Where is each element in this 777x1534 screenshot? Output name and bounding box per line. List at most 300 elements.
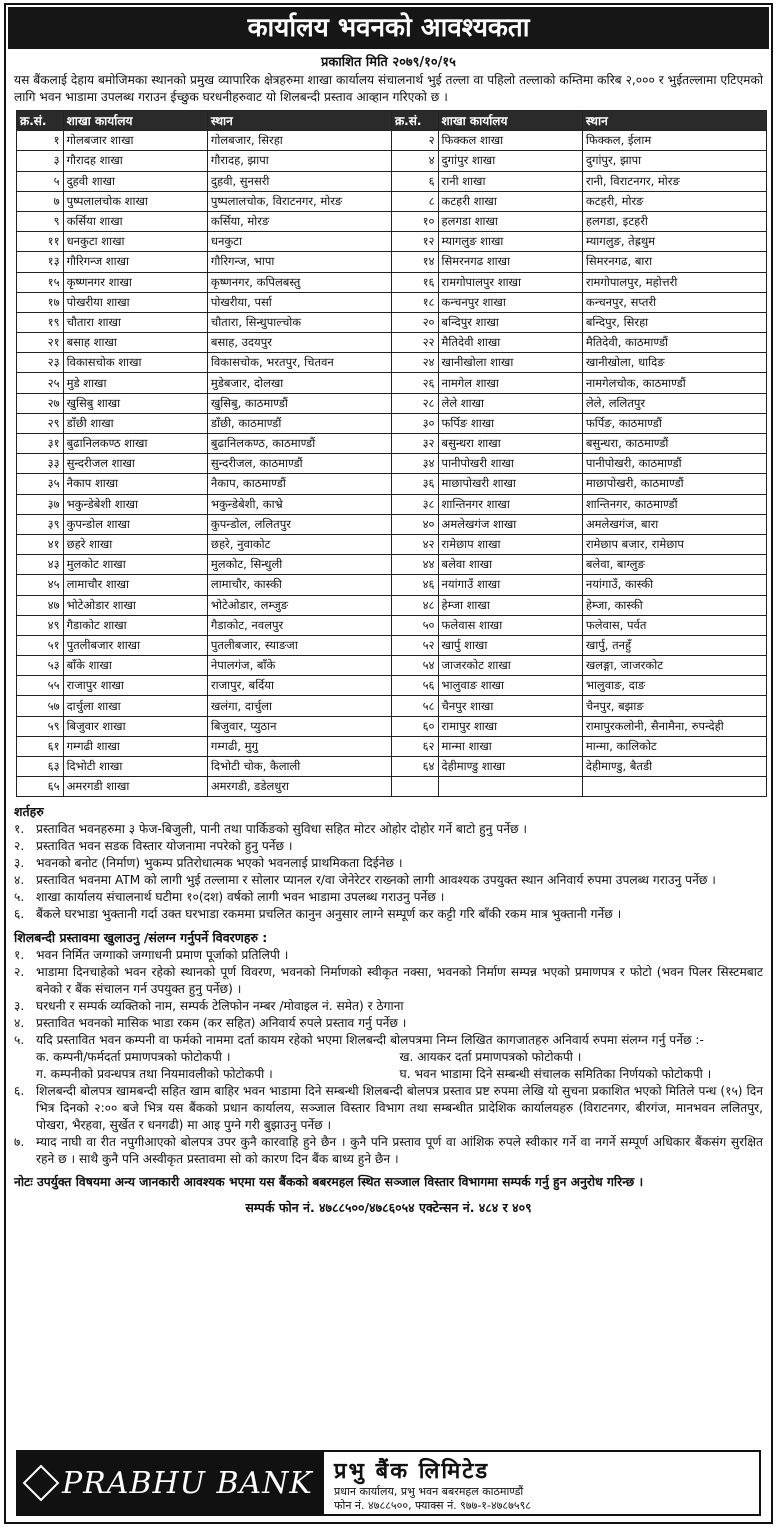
cell-sn: २० (391, 312, 438, 332)
cell-office: गोलबजार शाखा (63, 131, 207, 151)
table-row (17, 716, 767, 736)
cell-location: रामगोपालपुर, महोत्तरी (582, 272, 766, 292)
cell-location: नामगेलचोक, काठमाण्डौं (582, 373, 766, 393)
list-item (14, 821, 763, 838)
table-row (17, 211, 767, 231)
cell-office: फिक्कल शाखा (438, 131, 582, 151)
bank-info (324, 1452, 541, 1514)
table-row (17, 393, 767, 413)
list-item (14, 947, 763, 964)
contact-line: सम्पर्क फोन नं. ४७८८५००/४७८६०५४ एक्टेन्सन नं. ४८४ र ४०९ (245, 1200, 532, 1216)
cell-location: कृष्णनगर, कपिलबस्तु (207, 272, 391, 292)
conditions-list (6, 821, 771, 923)
table-row (17, 514, 767, 534)
cell-office: डाँछी शाखा (63, 413, 207, 433)
cell-sn: ६५ (17, 777, 64, 797)
cell-location: बिजुवार, प्युठान (207, 716, 391, 736)
cell-sn: २ (391, 131, 438, 151)
cell-sn: ३९ (17, 514, 64, 534)
cell-location: पानीपोखरी, काठमाण्डौं (582, 454, 766, 474)
cell-location: मैतिदेवी, काठमाण्डौं (582, 333, 766, 353)
cell-office: पानीपोखरी शाखा (438, 454, 582, 474)
cell-location: छहरे, नुवाकोट (207, 534, 391, 554)
table-row (17, 232, 767, 252)
item-number: ५. (14, 890, 25, 905)
documents-list (6, 947, 771, 1168)
cell-sn: ६३ (17, 757, 64, 777)
item-text: प्रस्तावित भवनमा ATM को लागी भुई तल्लामा र सोलार प्यानल र/वा जेनेरेटर राख्नको लागी आवश्यक उपयुक्त स्थान अनिवार्य रुपमा उपलब्ध गराउनु पर्नेछ । (36, 873, 716, 888)
cell-office: गौरिगन्ज शाखा (63, 252, 207, 272)
cell-location: डाँछी, काठमाण्डौं (207, 413, 391, 433)
cell-sn: २९ (17, 413, 64, 433)
cell-location: बसाह, उदयपुर (207, 333, 391, 353)
header-location: स्थान (207, 111, 391, 131)
cell-sn: १५ (17, 272, 64, 292)
cell-sn: ४३ (17, 555, 64, 575)
cell-location: गोलबजार, सिरहा (207, 131, 391, 151)
sub-item: क. कम्पनी/फर्मदर्ता प्रमाणपत्रको फोटोकपी । (36, 1050, 231, 1065)
cell-office: कृष्णनगर शाखा (63, 272, 207, 292)
cell-location: फर्पिङ, काठमाण्डौं (582, 413, 766, 433)
cell-location: खलङ्गा, जाजरकोट (582, 656, 766, 676)
cell-office: विकासचोक शाखा (63, 353, 207, 373)
cell-office: अमरगडी शाखा (63, 777, 207, 797)
cell-location: मुडेबजार, दोलखा (207, 373, 391, 393)
item-text: यदि प्रस्तावित भवन कम्पनी वा फर्मको नाममा दर्ता कायम रहेको भएमा शिलबन्दी बोलपत्रमा निम्न लिखित कागजातहरु अनिवार्य रुपमा संलग्न गर्नु पर्नेछ :- (36, 1033, 704, 1048)
cell-office: फर्पिङ शाखा (438, 413, 582, 433)
cell-sn: १७ (17, 292, 64, 312)
cell-office: कुपन्डोल शाखा (63, 514, 207, 534)
table-row (17, 272, 767, 292)
item-number: ५. (14, 1033, 25, 1048)
cell-office: बसुन्धरा शाखा (438, 434, 582, 454)
cell-office: छहरे शाखा (63, 534, 207, 554)
cell-location: खलंगा, दार्चुला (207, 696, 391, 716)
cell-office: चौतारा शाखा (63, 312, 207, 332)
cell-sn: ४० (391, 514, 438, 534)
cell-sn: ५७ (17, 696, 64, 716)
header-sn: क्र.सं. (391, 111, 438, 131)
list-item (14, 889, 763, 906)
cell-sn: ३१ (17, 434, 64, 454)
cell-location: कन्चनपुर, सप्तरी (582, 292, 766, 312)
cell-location: गौरादह, झापा (207, 151, 391, 171)
item-number: १. (14, 822, 25, 837)
cell-location: देहीमाण्डु, बैतडी (582, 757, 766, 777)
table-row (17, 615, 767, 635)
cell-office: बसाह शाखा (63, 333, 207, 353)
item-text: प्रस्तावित भवनको मासिक भाडा रकम (कर सहित) अनिवार्य रुपले प्रस्ताव गर्नु पर्नेछ । (36, 1016, 407, 1031)
table-row (17, 757, 767, 777)
cell-location: भोटेओडार, लम्जुङ (207, 595, 391, 615)
cell-location: बन्दिपुर, सिरहा (582, 312, 766, 332)
table-row (17, 252, 767, 272)
cell-location: सिमरनगढ, बारा (582, 252, 766, 272)
sub-item: घ. भवन भाडामा दिने सम्बन्धी संचालक समितिका निर्णयको फोटोकपी । (399, 1067, 712, 1082)
cell-sn: ३३ (17, 454, 64, 474)
cell-office: मैतिदेवी शाखा (438, 333, 582, 353)
header-sn: क्र.सं. (17, 111, 64, 131)
cell-office: बुढानिलकण्ठ शाखा (63, 434, 207, 454)
item-number: ७. (14, 1135, 25, 1150)
cell-sn: १ (17, 131, 64, 151)
cell-location: कर्सिया, मोरङ (207, 211, 391, 231)
cell-sn: २७ (17, 393, 64, 413)
cell-office: बिजुवार शाखा (63, 716, 207, 736)
cell-office: गम्गढी शाखा (63, 736, 207, 756)
cell-office: भोटेओडार शाखा (63, 595, 207, 615)
table-row (17, 555, 767, 575)
cell-office: नैकाप शाखा (63, 474, 207, 494)
header-location: स्थान (582, 111, 766, 131)
cell-location: कटहरी, मोरङ (582, 191, 766, 211)
cell-location: बुढानिलकण्ठ, काठमाण्डौं (207, 434, 391, 454)
item-text: भवनको बनोट (निर्माण) भुकम्प प्रतिरोधात्मक भएको भवनलाई प्राथमिकता दिईनेछ । (36, 856, 403, 871)
item-text: बैंकले घरभाडा भुक्तानी गर्दा उक्त घरभाडा रकममा प्रचलित कानुन अनुसार लाग्ने सम्पूर्ण कर कट्टी गरि बाँकी रकम मात्र भुक्तानी गर्नेछ । (36, 907, 622, 922)
cell-location: बलेवा, बाग्लुङ (582, 555, 766, 575)
cell-office: हेम्जा शाखा (438, 595, 582, 615)
conditions-title: शर्तहरु (14, 804, 44, 820)
cell-sn: ६ (391, 171, 438, 191)
item-text: प्रस्तावित भवनहरुमा ३ फेज-बिजुली, पानी तथा पार्किङको सुविधा सहित मोटर ओहोर दोहोर गर्ने बाटो हुनु पर्नेछ । (36, 822, 528, 837)
item-number: २. (14, 839, 25, 854)
cell-location: दुगांपुर, झापा (582, 151, 766, 171)
cell-location: धनकुटा (207, 232, 391, 252)
cell-sn: ३५ (17, 474, 64, 494)
cell-office: रामापुर शाखा (438, 716, 582, 736)
cell-sn: १४ (391, 252, 438, 272)
table-row (17, 736, 767, 756)
documents-title: शिलबन्दी प्रस्तावमा खुलाउनु /संलग्न गर्नुपर्ने विवरणहरु : (14, 930, 268, 946)
sub-item: ख. आयकर दर्ता प्रमाणपत्रको फोटोकपी । (399, 1050, 582, 1065)
cell-sn: २६ (391, 373, 438, 393)
cell-office: फलेवास शाखा (438, 615, 582, 635)
cell-office: गौरादह शाखा (63, 151, 207, 171)
cell-sn: १० (391, 211, 438, 231)
table-row (17, 353, 767, 373)
cell-location: माछापोखरी, काठमाण्डौं (582, 474, 766, 494)
cell-sn: ८ (391, 191, 438, 211)
cell-office (438, 777, 582, 797)
cell-office: धनकुटा शाखा (63, 232, 207, 252)
cell-office: लामाचौर शाखा (63, 575, 207, 595)
cell-sn: ३४ (391, 454, 438, 474)
list-item (14, 1032, 763, 1049)
cell-location: दुहवी, सुनसरी (207, 171, 391, 191)
cell-sn: ६२ (391, 736, 438, 756)
cell-office: सिमरनगढ शाखा (438, 252, 582, 272)
cell-location: रानी, विराटनगर, मोरङ (582, 171, 766, 191)
cell-sn: २८ (391, 393, 438, 413)
cell-office: पोखरीया शाखा (63, 292, 207, 312)
cell-location: मुलकोट, सिन्धुली (207, 555, 391, 575)
cell-office: दार्चुला शाखा (63, 696, 207, 716)
cell-location: लेले, ललितपुर (582, 393, 766, 413)
cell-sn: ५४ (391, 656, 438, 676)
cell-sn: ५५ (17, 676, 64, 696)
list-item (14, 906, 763, 923)
cell-office: भालुवाङ शाखा (438, 676, 582, 696)
cell-sn: २४ (391, 353, 438, 373)
cell-location: खानीखोला, धादिङ (582, 353, 766, 373)
cell-location: पुतलीबजार, स्याङजा (207, 635, 391, 655)
list-item (14, 872, 763, 889)
item-text: म्याद नाघी वा रीत नपुगीआएको बोलपत्र उपर कुनै कारवाहि हुने छैन । कुनै पनि प्रस्ताव पूर्ण वा आंशिक रुपले स्वीकार गर्ने वा नगर्ने सम्पूर्ण अधिकार बैंकसंग सुरक्षित रहने छ । साथै कुनै पनि अस्वीकृत प्रस्तावमा सो को कारण दिन बैंक बाध्य हुने छैन । (36, 1135, 763, 1167)
cell-sn: १६ (391, 272, 438, 292)
cell-sn: ६४ (391, 757, 438, 777)
table-row (17, 131, 767, 151)
cell-sn: ४२ (391, 534, 438, 554)
cell-location: नयांगाउँ, कास्की (582, 575, 766, 595)
item-text: प्रस्तावित भवन सडक विस्तार योजनामा नपरेको हुनु पर्नेछ । (36, 839, 293, 854)
cell-office: पुष्पलालचोक शाखा (63, 191, 207, 211)
list-item (14, 855, 763, 872)
cell-office: मुडे शाखा (63, 373, 207, 393)
bank-logo (18, 1452, 324, 1514)
cell-office: रानी शाखा (438, 171, 582, 191)
sub-item: ग. कम्पनीको प्रवन्धपत्र तथा नियमावलीको फोटोकपी । (36, 1067, 273, 1082)
cell-sn: २२ (391, 333, 438, 353)
cell-office: दुगांपुर शाखा (438, 151, 582, 171)
cell-sn: ३७ (17, 494, 64, 514)
item-number: ४. (14, 873, 25, 888)
cell-sn: ३८ (391, 494, 438, 514)
item-number: ४. (14, 1016, 25, 1031)
cell-sn: ११ (17, 232, 64, 252)
item-number: ६. (14, 1084, 25, 1099)
cell-sn: ६० (391, 716, 438, 736)
cell-sn: ५० (391, 615, 438, 635)
cell-office: रामगोपालपुर शाखा (438, 272, 582, 292)
cell-location: चौतारा, सिन्धुपाल्चोक (207, 312, 391, 332)
cell-sn: ३० (391, 413, 438, 433)
cell-office: रामेछाप शाखा (438, 534, 582, 554)
publication-date: प्रकाशित मिति २०७९/१०/१५ (321, 55, 456, 70)
cell-location (582, 777, 766, 797)
cell-sn: १२ (391, 232, 438, 252)
intro-paragraph: यस बैंकलाई देहाय बमोजिमका स्थानको प्रमुख व्यापारिक क्षेत्रहरुमा शाखा कार्यालय संचालनार्थ भुई तल्ला वा पहिलो तल्लाको कम्तिमा करिब २,००० र भुईतल्लामा एटिएमको लागि भवन भाडामा उपलब्ध गराउन ईच्छुक घरधनीहरुवाट यो शिलबन्दी प्रस्ताव आव्हान गरिएको छ । (14, 73, 763, 104)
cell-office: म्यागलुङ शाखा (438, 232, 582, 252)
headline-banner: कार्यालय भवनको आवश्यकता (8, 7, 769, 49)
cell-office: माछापोखरी शाखा (438, 474, 582, 494)
cell-location: रामेछाप बजार, रामेछाप (582, 534, 766, 554)
list-item (14, 1015, 763, 1032)
cell-office: खार्पु शाखा (438, 635, 582, 655)
table-row (17, 656, 767, 676)
cell-office: मान्मा शाखा (438, 736, 582, 756)
sub-item-row (14, 1066, 763, 1083)
item-text: भाडामा दिनचाहेको भवन रहेको स्थानको पूर्ण विवरण, भवनको निर्माणको स्वीकृत नक्सा, भवनको निर्माण सम्पन्न भएको प्रमाणपत्र र फोटो (भवन पिलर सिस्टमबाट बनेको र बैंक संचालन गर्न उपयुक्त हुनु पर्नेछ) । (36, 965, 763, 997)
note: नोटः उपर्युक्त विषयमा अन्य जानकारी आवश्यक भएमा यस बैंकको बबरमहल स्थित सञ्जाल विस्तार विभागमा सम्पर्क गर्नु हुन अनुरोध गरिन्छ । (14, 1175, 644, 1190)
cell-office: लेले शाखा (438, 393, 582, 413)
cell-office: राजापुर शाखा (63, 676, 207, 696)
cell-location: खार्पु, तनहुँ (582, 635, 766, 655)
table-row (17, 413, 767, 433)
cell-sn: २३ (17, 353, 64, 373)
cell-office: सुन्दरीजल शाखा (63, 454, 207, 474)
cell-location: हेम्जा, कास्की (582, 595, 766, 615)
bank-address: प्रधान कार्यालय, प्रभु भवन बबरमहल काठमाण्डौं (334, 1485, 524, 1498)
cell-location: हलगडा, इटहरी (582, 211, 766, 231)
cell-sn: ६१ (17, 736, 64, 756)
bank-name: प्रभु बैंक लिमिटेड (334, 1459, 490, 1484)
cell-sn: ५९ (17, 716, 64, 736)
cell-location: राजापुर, बर्दिया (207, 676, 391, 696)
cell-sn: ५२ (391, 635, 438, 655)
cell-office: शान्तिनगर शाखा (438, 494, 582, 514)
table-row (17, 777, 767, 797)
cell-sn: २५ (17, 373, 64, 393)
item-text: शिलबन्दी बोलपत्र खामबन्दी सहित खाम बाहिर भवन भाडामा दिने सम्बन्धी शिलबन्दी बोलपत्र प्रस्ताव प्रष्ट रुपमा लेखि यो सुचना प्रकाशित भएको मितिले पन्ध (१५) दिन भित्र दिनको २:०० बजे भित्र यस बैंकको प्रधान कार्यालय, सञ्जाल विस्तार विभाग तथा सम्बन्धीत प्रादेशिक कार्यालयहरु (विराटनगर, बीरगंज, मानभवन ललितपुर, पोखरा, भैरहवा, सुर्खेत र धनगढी) मा आइ पुग्ने गरी बुझाउनु पर्नेछ । (36, 1084, 763, 1133)
bank-phone: फोन नं. ४७८८५००, फ्याक्स नं. ९७७-१-४७८७५९८ (334, 1499, 532, 1512)
table-row (17, 696, 767, 716)
table-row (17, 373, 767, 393)
cell-location: नैकाप, काठमाण्डौं (207, 474, 391, 494)
table-header-row (17, 111, 767, 131)
cell-sn: ३२ (391, 434, 438, 454)
cell-office: चैनपुर शाखा (438, 696, 582, 716)
cell-sn: ४५ (17, 575, 64, 595)
cell-location: सुन्दरीजल, काठमाण्डौं (207, 454, 391, 474)
item-text: घरधनी र सम्पर्क व्यक्तिको नाम, सम्पर्क टेलिफोन नम्बर /मोवाइल नं. समेत) र ठेगाना (36, 999, 404, 1014)
cell-sn: २१ (17, 333, 64, 353)
cell-office: अमलेखगंज शाखा (438, 514, 582, 534)
cell-location: विकासचोक, भरतपुर, चितवन (207, 353, 391, 373)
cell-sn: ९ (17, 211, 64, 231)
cell-office: मुलकोट शाखा (63, 555, 207, 575)
cell-office: खुसिबु शाखा (63, 393, 207, 413)
cell-location: म्यागलुङ, तेह्रथुम (582, 232, 766, 252)
table-row (17, 595, 767, 615)
cell-location: गौरिगन्ज, भापा (207, 252, 391, 272)
table-row (17, 494, 767, 514)
cell-sn: ७ (17, 191, 64, 211)
cell-sn: ५ (17, 171, 64, 191)
list-item (14, 1083, 763, 1134)
cell-sn: ४७ (17, 595, 64, 615)
cell-sn: ४ (391, 151, 438, 171)
table-row (17, 454, 767, 474)
cell-office: बलेवा शाखा (438, 555, 582, 575)
table-row (17, 534, 767, 554)
cell-sn: १३ (17, 252, 64, 272)
cell-location: दिभोटी चोक, कैलाली (207, 757, 391, 777)
cell-sn: १८ (391, 292, 438, 312)
logo-emblem-icon (23, 1465, 60, 1502)
cell-office: दिभोटी शाखा (63, 757, 207, 777)
cell-location: पोखरीया, पर्सा (207, 292, 391, 312)
cell-office: भकुन्डेबेशी शाखा (63, 494, 207, 514)
table-row (17, 434, 767, 454)
cell-sn: ४४ (391, 555, 438, 575)
cell-office: दुहवी शाखा (63, 171, 207, 191)
cell-sn: ४८ (391, 595, 438, 615)
cell-location: अमलेखगंज, बारा (582, 514, 766, 534)
table-row (17, 676, 767, 696)
sub-item-row (14, 1049, 763, 1066)
cell-sn: ३ (17, 151, 64, 171)
cell-location: फिक्कल, ईलाम (582, 131, 766, 151)
table-row (17, 312, 767, 332)
table-row (17, 474, 767, 494)
cell-office: बन्दिपुर शाखा (438, 312, 582, 332)
cell-location: शान्तिनगर, काठमाण्डौं (582, 494, 766, 514)
cell-sn: ५३ (17, 656, 64, 676)
cell-sn: ५१ (17, 635, 64, 655)
cell-office: कर्सिया शाखा (63, 211, 207, 231)
cell-location: भालुवाङ, दाङ (582, 676, 766, 696)
cell-location: कुपन्डोल, ललितपुर (207, 514, 391, 534)
list-item (14, 1134, 763, 1168)
cell-location: रामापुरकलोनी, सैनामैना, रुपन्देही (582, 716, 766, 736)
cell-office: देहीमाण्डु शाखा (438, 757, 582, 777)
table-row (17, 575, 767, 595)
cell-location: चैनपुर, बझाङ (582, 696, 766, 716)
cell-sn: ३६ (391, 474, 438, 494)
item-number: ३. (14, 856, 25, 871)
cell-location: खुसिबु, काठमाण्डौं (207, 393, 391, 413)
cell-office: नामगेल शाखा (438, 373, 582, 393)
cell-sn (391, 777, 438, 797)
cell-location: भकुन्डेबेशी, काभ्रे (207, 494, 391, 514)
table-row (17, 171, 767, 191)
cell-location: फलेवास, पर्वत (582, 615, 766, 635)
item-number: १. (14, 948, 25, 963)
item-number: ६. (14, 907, 25, 922)
cell-location: गैडाकोट, नवलपुर (207, 615, 391, 635)
cell-location: मान्मा, कालिकोट (582, 736, 766, 756)
cell-office: पुतलीबजार शाखा (63, 635, 207, 655)
logo-text: PRABHU BANK (62, 1465, 313, 1501)
cell-office: नयांगाउँ शाखा (438, 575, 582, 595)
cell-location: पुष्पलालचोक, विराटनगर, मोरङ (207, 191, 391, 211)
table-row (17, 292, 767, 312)
branch-table (16, 110, 767, 797)
cell-location: गम्गढी, मुगु (207, 736, 391, 756)
item-number: ३. (14, 999, 25, 1014)
cell-office: कन्चनपुर शाखा (438, 292, 582, 312)
cell-office: कटहरी शाखा (438, 191, 582, 211)
list-item (14, 838, 763, 855)
list-item (14, 964, 763, 998)
cell-sn: ४६ (391, 575, 438, 595)
cell-sn: ४९ (17, 615, 64, 635)
cell-office: गैडाकोट शाखा (63, 615, 207, 635)
cell-sn: ४१ (17, 534, 64, 554)
cell-location: अमरगडी, डडेलधुरा (207, 777, 391, 797)
item-text: शाखा कार्यालय संचालनार्थ घटीमा १०(दश) वर्षको लागी भवन भाडामा उपलब्ध गराउनु पर्नेछ । (36, 890, 445, 905)
cell-location: बसुन्धरा, काठमाण्डौं (582, 434, 766, 454)
cell-office: हलगडा शाखा (438, 211, 582, 231)
table-row (17, 151, 767, 171)
cell-sn: १९ (17, 312, 64, 332)
cell-location: नेपालगंज, बाँके (207, 656, 391, 676)
item-number: २. (14, 965, 25, 980)
advertisement (4, 3, 773, 1524)
header-office: शाखा कार्यालय (63, 111, 207, 131)
cell-location: लामाचौर, कास्की (207, 575, 391, 595)
list-item (14, 998, 763, 1015)
cell-office: खानीखोला शाखा (438, 353, 582, 373)
table-row (17, 635, 767, 655)
cell-sn: ५८ (391, 696, 438, 716)
cell-sn: ५६ (391, 676, 438, 696)
table-row (17, 333, 767, 353)
item-text: भवन निर्मित जग्गाको जग्गाधनी प्रमाण पूर्जाको प्रतिलिपी । (36, 948, 289, 963)
header-office: शाखा कार्यालय (438, 111, 582, 131)
cell-office: बाँके शाखा (63, 656, 207, 676)
table-row (17, 191, 767, 211)
